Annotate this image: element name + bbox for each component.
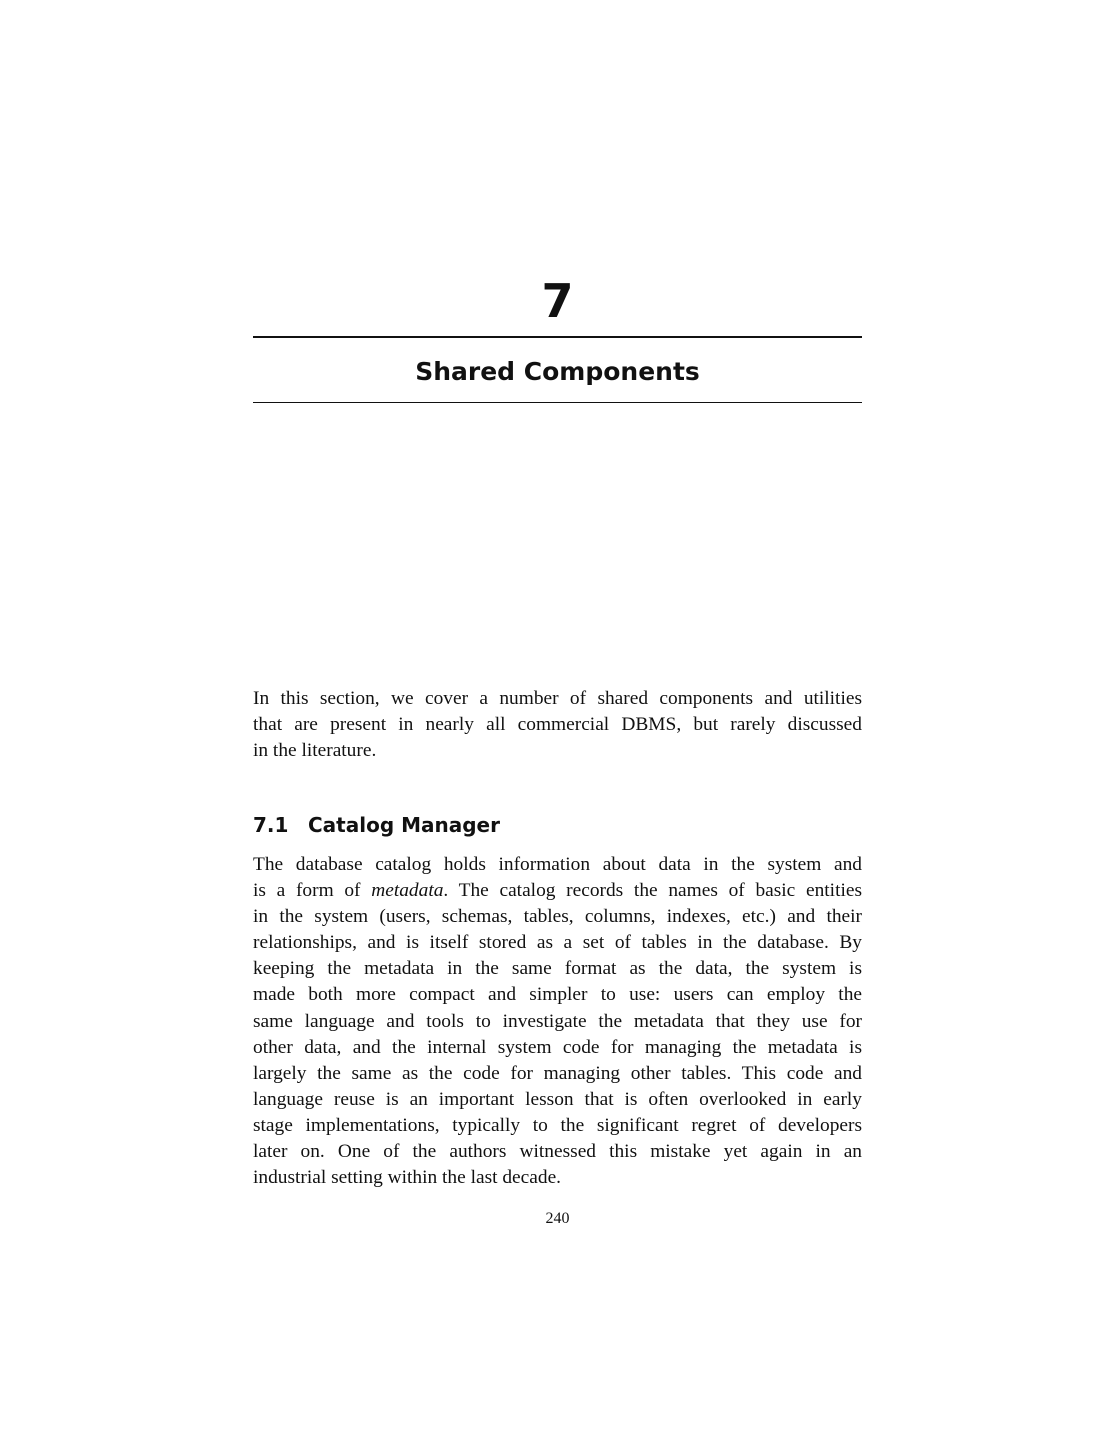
paragraph-line: later on. One of the authors witnessed this mistake yet again in an bbox=[253, 1141, 862, 1163]
intro-line: In this section, we cover a number of shared components and utilities bbox=[253, 688, 862, 709]
chapter-rule-top bbox=[253, 336, 862, 338]
paragraph-line: The database catalog holds information about data in the system and bbox=[253, 854, 862, 875]
paragraph-line: industrial setting within the last decade. bbox=[253, 1167, 562, 1189]
page-number: 240 bbox=[545, 1210, 570, 1227]
paragraph-line: language reuse is an important lesson that is often overlooked in early bbox=[253, 1088, 862, 1110]
intro-line: in the literature. bbox=[253, 740, 377, 762]
paragraph-line: largely the same as the code for managing other tables. This code and bbox=[253, 1062, 862, 1084]
paragraph-line bbox=[253, 878, 862, 904]
paragraph-line: same language and tools to investigate the metadata that they use for bbox=[253, 1010, 862, 1032]
paragraph-line: relationships, and is itself stored as a set of tables in the database. By bbox=[253, 932, 862, 954]
intro-paragraph bbox=[253, 686, 862, 764]
paragraph-line: other data, and the internal system code for managing the metadata is bbox=[253, 1036, 862, 1058]
section-number: 7.1 bbox=[253, 813, 289, 837]
paragraph-line: made both more compact and simpler to use: users can employ the bbox=[253, 984, 862, 1006]
paragraph-line: stage implementations, typically to the significant regret of developers bbox=[253, 1114, 862, 1136]
intro-line: that are present in nearly all commercial DBMS, but rarely discussed bbox=[253, 714, 862, 736]
section-title: Catalog Manager bbox=[308, 813, 500, 837]
catalog-paragraph bbox=[253, 852, 862, 1191]
line-text: . The catalog records the names of basic entities bbox=[443, 880, 862, 902]
paragraph-line: keeping the metadata in the same format as the data, the system is bbox=[253, 958, 862, 980]
chapter-number: 7 bbox=[541, 274, 574, 328]
section-heading bbox=[253, 811, 862, 839]
chapter-rule-bottom bbox=[253, 402, 862, 403]
chapter-title: Shared Components bbox=[415, 357, 700, 386]
paragraph-line: in the system (users, schemas, tables, columns, indexes, etc.) and their bbox=[253, 906, 862, 928]
line-text: is a form of bbox=[253, 880, 372, 902]
metadata-term: metadata bbox=[371, 880, 444, 902]
